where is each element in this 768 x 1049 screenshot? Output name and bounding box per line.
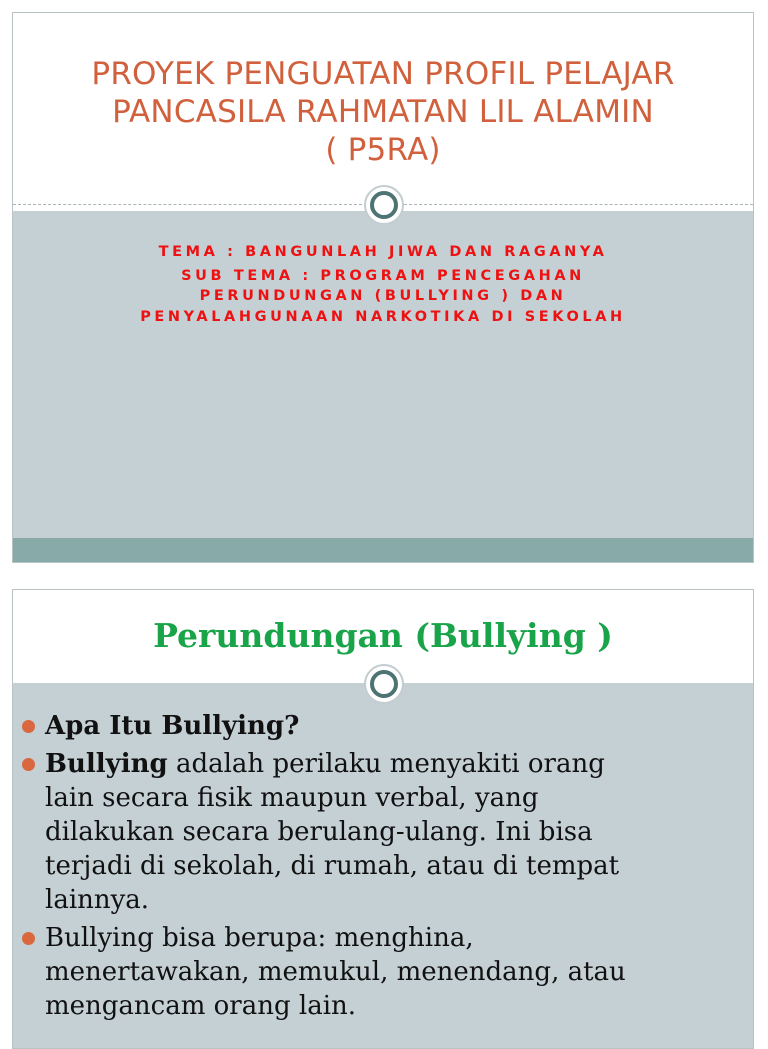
bullet-text: terjadi di sekolah, di rumah, atau di tempat — [45, 851, 620, 881]
bullet-text: Bullying bisa berupa: menghina, — [45, 923, 474, 953]
slide-heading: Perundungan (Bullying ) — [153, 616, 613, 655]
sub-tema-line: SUB TEMA : PROGRAM PENCEGAHAN — [181, 267, 585, 284]
slide-title — [13, 55, 753, 169]
bottom-band — [13, 538, 753, 563]
bullet-text: Apa Itu Bullying? — [45, 711, 300, 741]
list-item — [22, 709, 722, 743]
bullet-dot-icon — [22, 932, 35, 945]
title-line: PROYEK PENGUATAN PROFIL PELAJAR — [91, 56, 675, 92]
bullet-text: lain secara fisik maupun verbal, yang — [45, 783, 539, 813]
bullet-dot-icon — [22, 720, 35, 733]
bullet-text: dilakukan secara berulang-ulang. Ini bisa — [45, 817, 593, 847]
bullet-text: adalah perilaku menyakiti orang — [167, 749, 605, 779]
slide-subtitle — [13, 242, 753, 327]
bullet-dot-icon — [22, 758, 35, 771]
bullet-text: lainnya. — [45, 885, 150, 915]
ring-ornament-icon — [364, 185, 404, 225]
title-line: PANCASILA RAHMATAN LIL ALAMIN — [112, 94, 654, 130]
title-line: ( P5RA) — [325, 132, 441, 168]
bullet-bold-term: Bullying — [45, 749, 168, 779]
bullet-text: mengancam orang lain. — [45, 991, 357, 1021]
tema-line: TEMA : BANGUNLAH JIWA DAN RAGANYA — [158, 244, 608, 260]
sub-tema-line: PERUNDUNGAN (BULLYING ) DAN — [199, 288, 567, 304]
ring-ornament-icon — [364, 664, 404, 704]
list-item — [22, 747, 722, 917]
bullet-list — [22, 709, 722, 1027]
sub-tema-line: PENYALAHGUNAAN NARKOTIKA DI SEKOLAH — [140, 308, 626, 325]
bullet-text: menertawakan, memukul, menendang, atau — [45, 957, 626, 987]
title-slide — [12, 12, 754, 563]
list-item — [22, 921, 722, 1023]
